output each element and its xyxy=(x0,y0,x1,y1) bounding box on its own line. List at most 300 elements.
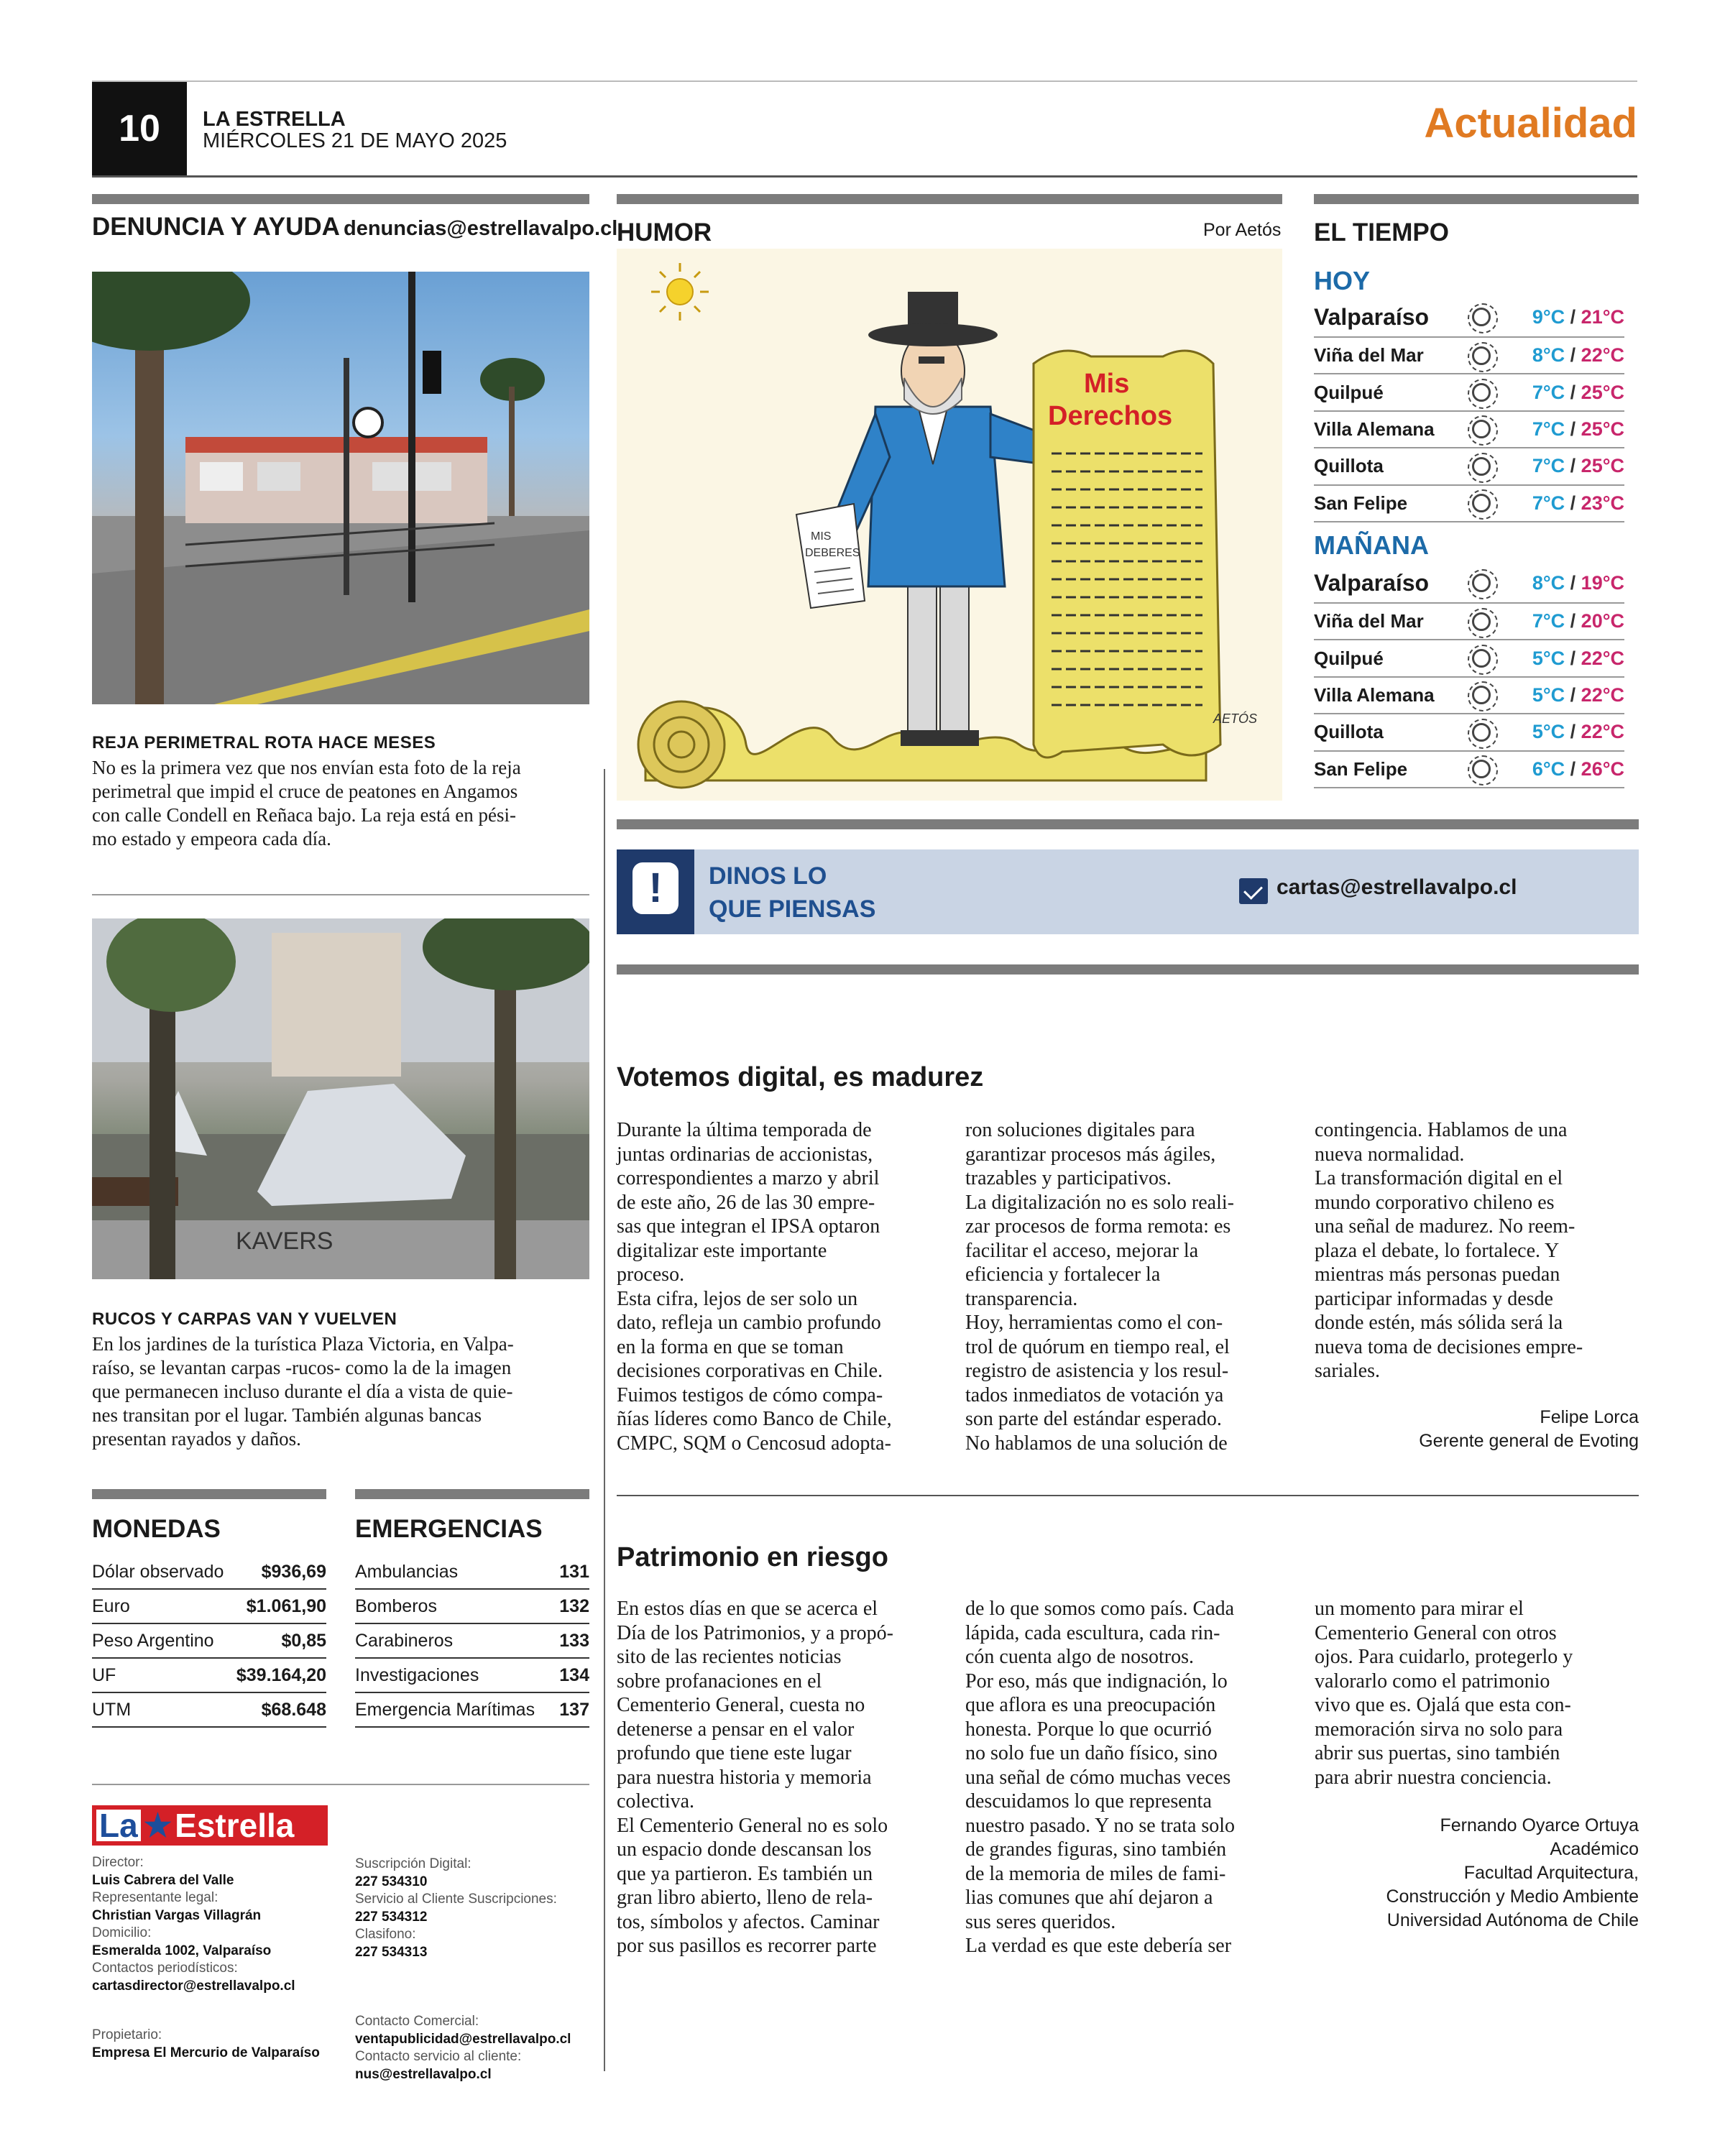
caption2-line: que permanecen incluso durante el día a vista de quie- xyxy=(92,1381,513,1402)
weather-city: San Felipe xyxy=(1314,492,1408,514)
sun-icon xyxy=(1472,612,1491,631)
staff-email[interactable]: nus@estrellavalpo.cl xyxy=(355,2066,492,2082)
sun-icon xyxy=(1472,494,1491,512)
letter-line: Hoy, herramientas como el con- xyxy=(965,1312,1223,1334)
letter-line: detenerse a pensar en el valor xyxy=(617,1718,855,1741)
letter-line: registro de asistencia y los resul- xyxy=(965,1360,1229,1382)
emergencia-row xyxy=(355,1624,589,1659)
denuncia-email[interactable]: denuncias@estrellavalpo.cl xyxy=(344,217,618,240)
letter-line: de grandes figuras, sino también xyxy=(965,1838,1227,1861)
staff-email[interactable]: cartasdirector@estrellavalpo.cl xyxy=(92,1978,295,1994)
emergencia-row xyxy=(355,1659,589,1693)
letter-line: en la forma en que se toman xyxy=(617,1335,844,1358)
letter-line: trazables y participativos. xyxy=(965,1167,1172,1189)
letter-line: participar informadas y desde xyxy=(1315,1287,1553,1310)
temp-separator: / xyxy=(1565,647,1581,669)
staff-label: Suscripción Digital: xyxy=(355,1856,472,1871)
emergencias-table xyxy=(355,1555,589,1728)
letter2-column3 xyxy=(1315,1597,1638,1789)
emergencia-number: 132 xyxy=(559,1595,589,1616)
sun-icon xyxy=(1472,346,1491,365)
letter-line: La digitalización no es solo reali- xyxy=(965,1191,1234,1214)
caption1-line: No es la primera vez que nos envían esta foto de la reja xyxy=(92,757,521,778)
letter-line: dato, refleja un cambio profundo xyxy=(617,1312,881,1334)
logo-estrella: Estrella xyxy=(175,1807,295,1844)
scroll-title-mis: Mis xyxy=(1084,369,1130,399)
staff-label: Clasifono: xyxy=(355,1927,416,1942)
emergencias-bar xyxy=(355,1489,589,1499)
temp-min: 7°C xyxy=(1532,492,1565,514)
temp-max: 26°C xyxy=(1581,757,1624,780)
letter2-signature xyxy=(1386,1814,1639,1932)
weather-today-label: HOY xyxy=(1314,266,1371,295)
letter-line: de la memoria de miles de fami- xyxy=(965,1862,1226,1885)
header-rule xyxy=(92,175,1637,178)
letter-line: eficiencia y fortalecer la xyxy=(965,1263,1161,1286)
sun-drawing xyxy=(667,279,693,305)
letter-line: valorarlo como el patrimonio xyxy=(1315,1669,1550,1692)
temp-max: 22°C xyxy=(1581,647,1624,669)
emergencia-label: Carabineros xyxy=(355,1630,454,1651)
weather-city: Quillota xyxy=(1314,455,1384,477)
letter-line: nueva normalidad. xyxy=(1315,1143,1465,1166)
emergencia-label: Investigaciones xyxy=(355,1664,479,1685)
letter-line: facilitar el acceso, mejorar la xyxy=(965,1239,1199,1262)
letter-line: La verdad es que este debería ser xyxy=(965,1935,1232,1957)
letter-line: mundo corporativo chileno es xyxy=(1315,1191,1555,1214)
letter-line: descuidamos lo que representa xyxy=(965,1790,1212,1812)
moneda-label: Dólar observado xyxy=(92,1561,224,1582)
photo-broken-fence xyxy=(92,272,589,704)
letter1-title: Votemos digital, es madurez xyxy=(617,1062,984,1092)
mail-icon xyxy=(1239,878,1268,904)
letter2-column2 xyxy=(965,1597,1289,1958)
staff-value: 227 534310 xyxy=(355,1874,428,1889)
temp-min: 5°C xyxy=(1532,683,1565,706)
sun-icon xyxy=(1472,573,1491,592)
letter-line: una señal de madurez. No reem- xyxy=(1315,1215,1576,1238)
staff-value: 227 534313 xyxy=(355,1944,428,1960)
temp-separator: / xyxy=(1565,344,1581,367)
letter-line: para abrir nuestra conciencia. xyxy=(1315,1766,1552,1789)
weather-icon-cell xyxy=(1456,420,1506,438)
letter-line: La transformación digital en el xyxy=(1315,1167,1563,1189)
temp-min: 6°C xyxy=(1532,757,1565,780)
photo-tents-plaza xyxy=(92,918,589,1279)
temp-max: 21°C xyxy=(1581,305,1624,328)
emergencia-number: 131 xyxy=(559,1561,589,1582)
letter2-author-role: Académico xyxy=(1550,1839,1639,1859)
sun-icon xyxy=(1472,457,1491,476)
temp-max: 25°C xyxy=(1581,455,1624,477)
humor-title: HUMOR xyxy=(617,218,712,247)
sun-icon xyxy=(1472,420,1491,438)
temp-min: 8°C xyxy=(1532,344,1565,367)
caption2-line: En los jardines de la turística Plaza Victoria, en Valpa- xyxy=(92,1333,514,1355)
weather-icon-cell xyxy=(1456,494,1506,512)
weather-temps xyxy=(1506,455,1624,477)
moneda-label: Euro xyxy=(92,1595,130,1616)
left-divider xyxy=(92,894,589,895)
weather-temps xyxy=(1506,684,1624,706)
weather-city: Valparaíso xyxy=(1314,569,1430,596)
letter-line: honesta. Porque lo que ocurrió xyxy=(965,1718,1212,1741)
weather-bar xyxy=(1314,194,1639,204)
weather-icon-cell xyxy=(1456,383,1506,402)
temp-max: 19°C xyxy=(1581,571,1624,594)
letter2-author-faculty: Facultad Arquitectura, xyxy=(1463,1863,1639,1883)
letter-line: sobre profanaciones en el xyxy=(617,1669,822,1692)
weather-row xyxy=(1314,752,1624,788)
letter-line: decisiones corporativas en Chile. xyxy=(617,1360,883,1382)
moneda-label: Peso Argentino xyxy=(92,1630,214,1651)
emergencia-label: Ambulancias xyxy=(355,1561,459,1582)
weather-icon-cell xyxy=(1456,760,1506,778)
weather-row xyxy=(1314,678,1624,714)
letter-line: contingencia. Hablamos de una xyxy=(1315,1119,1568,1141)
staff-divider xyxy=(92,1784,589,1785)
letter1-column2 xyxy=(965,1118,1289,1455)
star-icon: ★ xyxy=(143,1807,172,1843)
temp-max: 25°C xyxy=(1581,381,1624,403)
dinos-heading xyxy=(709,860,924,926)
weather-city: Quillota xyxy=(1314,721,1384,743)
temp-separator: / xyxy=(1565,571,1581,594)
sun-icon xyxy=(1472,649,1491,668)
weather-city: Valparaíso xyxy=(1314,303,1430,330)
sun-icon xyxy=(1472,760,1491,778)
weather-row xyxy=(1314,298,1624,338)
temp-max: 22°C xyxy=(1581,344,1624,367)
temp-max: 23°C xyxy=(1581,492,1624,514)
caption2-line: presentan rayados y daños. xyxy=(92,1428,301,1450)
letter-line: digitalizar este importante xyxy=(617,1239,827,1262)
moneda-value: $68.648 xyxy=(261,1699,326,1720)
letter-line: transparencia. xyxy=(965,1287,1078,1310)
letter-line: Fuimos testigos de cómo compa- xyxy=(617,1383,883,1406)
humor-cartoon xyxy=(617,249,1282,801)
letter-line: por sus pasillos es recorrer parte xyxy=(617,1935,877,1957)
temp-min: 7°C xyxy=(1532,381,1565,403)
letter2-title: Patrimonio en riesgo xyxy=(617,1542,888,1572)
letter-line: ron soluciones digitales para xyxy=(965,1119,1195,1141)
la-estrella-logo xyxy=(92,1805,328,1846)
staff-value: Luis Cabrera del Valle xyxy=(92,1872,234,1888)
dinos-bar-top xyxy=(617,819,1639,829)
letter2-author-dept: Construcción y Medio Ambiente xyxy=(1386,1886,1639,1907)
letter-line: Durante la última temporada de xyxy=(617,1119,872,1141)
cartas-email[interactable]: cartas@estrellavalpo.cl xyxy=(1276,875,1517,899)
staff-value: Christian Vargas Villagrán xyxy=(92,1907,262,1923)
letter-line: de este año, 26 de las 30 empre- xyxy=(617,1191,875,1214)
temp-separator: / xyxy=(1565,610,1581,632)
letter-line: no solo fue un daño físico, sino xyxy=(965,1742,1218,1764)
temp-min: 7°C xyxy=(1532,610,1565,632)
section-title: Actualidad xyxy=(1424,100,1637,147)
caption1-line: con calle Condell en Reñaca bajo. La reja está en pési- xyxy=(92,804,516,826)
temp-separator: / xyxy=(1565,683,1581,706)
staff-label: Director: xyxy=(92,1855,144,1870)
moneda-value: $1.061,90 xyxy=(246,1595,326,1616)
letter-line: ojos. Para cuidarlo, protegerlo y xyxy=(1315,1646,1573,1668)
staff-spacer xyxy=(355,1961,592,2013)
sun-icon xyxy=(1472,686,1491,704)
weather-temps xyxy=(1506,382,1624,404)
dinos-line2: QUE PIENSAS xyxy=(709,895,876,923)
weather-row xyxy=(1314,448,1624,485)
temp-max: 20°C xyxy=(1581,610,1624,632)
weather-row xyxy=(1314,640,1624,677)
scroll-title-derechos: Derechos xyxy=(1048,401,1173,431)
temp-min: 5°C xyxy=(1532,647,1565,669)
moneda-label: UTM xyxy=(92,1699,132,1720)
letter-line: son parte del estándar esperado. xyxy=(965,1408,1222,1430)
staff-label: Domicilio: xyxy=(92,1925,152,1940)
weather-today-table xyxy=(1314,298,1624,522)
paper-text-deberes: DEBERES xyxy=(805,547,860,559)
letter-line: de lo que somos como país. Cada xyxy=(965,1598,1235,1620)
caption1-headline: REJA PERIMETRAL ROTA HACE MESES xyxy=(92,733,436,752)
letter2-author: Fernando Oyarce Ortuya xyxy=(1440,1815,1639,1835)
temp-min: 7°C xyxy=(1532,455,1565,477)
letter1-column1 xyxy=(617,1118,940,1455)
weather-title: EL TIEMPO xyxy=(1314,218,1449,247)
weather-icon-cell xyxy=(1456,573,1506,592)
weather-icon-cell xyxy=(1456,346,1506,365)
letter-line: sus seres queridos. xyxy=(965,1910,1116,1933)
weather-temps xyxy=(1506,758,1624,780)
humor-credit: Por Aetós xyxy=(1203,220,1282,240)
weather-icon-cell xyxy=(1456,723,1506,742)
staff-email[interactable]: ventapublicidad@estrellavalpo.cl xyxy=(355,2031,571,2047)
weather-temps xyxy=(1506,344,1624,367)
exclamation-icon xyxy=(617,849,694,934)
weather-temps xyxy=(1506,492,1624,515)
letter-line: que aflora es una preocupación xyxy=(965,1694,1216,1716)
letter-line: CMPC, SQM o Cencosud adopta- xyxy=(617,1432,891,1455)
weather-row xyxy=(1314,412,1624,448)
weather-row xyxy=(1314,486,1624,522)
letter1-signature xyxy=(1419,1406,1639,1453)
monedas-title: MONEDAS xyxy=(92,1515,221,1543)
letter-line: profundo que tiene este lugar xyxy=(617,1742,852,1764)
staff-value: Esmeralda 1002, Valparaíso xyxy=(92,1943,272,1958)
weather-row xyxy=(1314,338,1624,374)
temp-min: 8°C xyxy=(1532,571,1565,594)
letter-line: sito de las recientes noticias xyxy=(617,1646,842,1668)
letter-line: proceso. xyxy=(617,1263,685,1286)
sun-icon xyxy=(1472,383,1491,402)
temp-min: 9°C xyxy=(1532,305,1565,328)
moneda-label: UF xyxy=(92,1664,116,1685)
emergencia-label: Bomberos xyxy=(355,1595,437,1616)
weather-city: Villa Alemana xyxy=(1314,683,1435,706)
moneda-row xyxy=(92,1624,326,1659)
staff-label: Contacto servicio al cliente: xyxy=(355,2049,522,2064)
speech-bubble-icon xyxy=(632,862,678,914)
weather-row xyxy=(1314,563,1624,604)
letter-line: Día de los Patrimonios, y a propó- xyxy=(617,1621,893,1644)
caption2-line: raíso, se levantan carpas -rucos- como la de la imagen xyxy=(92,1357,512,1378)
letter-line: Por eso, más que indignación, lo xyxy=(965,1669,1228,1692)
letter-line: Esta cifra, lejos de ser solo un xyxy=(617,1287,858,1310)
emergencia-row xyxy=(355,1693,589,1728)
publication-name: LA ESTRELLA xyxy=(203,108,346,131)
letter-line: nuestro pasado. Y no se trata solo xyxy=(965,1814,1236,1837)
sun-icon xyxy=(1472,308,1491,326)
weather-temps xyxy=(1506,572,1624,594)
emergencia-row xyxy=(355,1555,589,1590)
letter-line: tados inmediatos de votación ya xyxy=(965,1383,1224,1406)
letter-line: sas que integran el IPSA optaron xyxy=(617,1215,880,1238)
letter-line: Cementerio General, cuesta no xyxy=(617,1694,865,1716)
weather-icon-cell xyxy=(1456,649,1506,668)
letter-line: cón cuenta algo de nosotros. xyxy=(965,1646,1195,1668)
letter-line: garantizar procesos más ágiles, xyxy=(965,1143,1216,1166)
dinos-bar-bottom xyxy=(617,964,1639,975)
letter-line: un espacio donde descansan los xyxy=(617,1838,872,1861)
staff-label: Servicio al Cliente Suscripciones: xyxy=(355,1892,557,1907)
denuncia-bar xyxy=(92,194,589,204)
sun-icon xyxy=(1472,723,1491,742)
moneda-row xyxy=(92,1555,326,1590)
weather-icon-cell xyxy=(1456,686,1506,704)
letter-line: juntas ordinarias de accionistas, xyxy=(617,1143,873,1166)
caption2-headline: RUCOS Y CARPAS VAN Y VUELVEN xyxy=(92,1309,397,1329)
letter-line: tos, símbolos y afectos. Caminar xyxy=(617,1910,880,1933)
weather-temps xyxy=(1506,418,1624,441)
temp-separator: / xyxy=(1565,305,1581,328)
caption1-line: perimetral que impid el cruce de peatones en Angamos xyxy=(92,780,518,802)
moneda-row xyxy=(92,1659,326,1693)
weather-icon-cell xyxy=(1456,457,1506,476)
letter-line: Cementerio General con otros xyxy=(1315,1621,1557,1644)
svg-text:KAVERS: KAVERS xyxy=(236,1227,334,1255)
staff-label: Propietario: xyxy=(92,2027,162,2042)
temp-separator: / xyxy=(1565,381,1581,403)
staff-left xyxy=(92,1854,351,2062)
staff-label: Contacto Comercial: xyxy=(355,2014,479,2029)
caption2-body xyxy=(92,1332,595,1451)
monedas-table xyxy=(92,1555,326,1728)
letter-line: zar procesos de forma remota: es xyxy=(965,1215,1231,1238)
letter-line: No hablamos de una solución de xyxy=(965,1432,1228,1455)
letter-line: ñías líderes como Banco de Chile, xyxy=(617,1408,892,1430)
temp-min: 7°C xyxy=(1532,418,1565,440)
publication-date: MIÉRCOLES 21 DE MAYO 2025 xyxy=(203,129,507,152)
top-rule xyxy=(92,80,1637,82)
emergencia-number: 133 xyxy=(559,1630,589,1651)
weather-city: Villa Alemana xyxy=(1314,418,1435,440)
temp-separator: / xyxy=(1565,757,1581,780)
temp-max: 22°C xyxy=(1581,721,1624,743)
letter-line: mientras más personas puedan xyxy=(1315,1263,1560,1286)
letter1-author: Felipe Lorca xyxy=(1540,1407,1639,1427)
letter-line: trol de quórum en tiempo real, el xyxy=(965,1335,1230,1358)
letter-line: gran libro abierto, lleno de rela- xyxy=(617,1886,873,1909)
letter-line: colectiva. xyxy=(617,1790,695,1812)
staff-value: Empresa El Mercurio de Valparaíso xyxy=(92,2045,320,2060)
weather-temps xyxy=(1506,721,1624,743)
denuncia-title: DENUNCIA Y AYUDA xyxy=(92,213,340,241)
emergencia-number: 134 xyxy=(559,1664,589,1685)
letter-line: donde estén, más sólida será la xyxy=(1315,1312,1563,1334)
letter-line: vivo que es. Ojalá que esta con- xyxy=(1315,1694,1571,1716)
weather-row xyxy=(1314,374,1624,411)
letter-line: para nuestra historia y memoria xyxy=(617,1766,872,1789)
letter-line: que ya partieron. Es también un xyxy=(617,1862,873,1885)
letter-line: correspondientes a marzo y abril xyxy=(617,1167,880,1189)
letter2-author-university: Universidad Autónoma de Chile xyxy=(1386,1910,1639,1930)
column-divider xyxy=(604,769,605,2071)
weather-city: Quilpué xyxy=(1314,381,1384,403)
weather-tomorrow-label: MAÑANA xyxy=(1314,530,1429,560)
temp-max: 22°C xyxy=(1581,683,1624,706)
moneda-value: $0,85 xyxy=(281,1630,326,1651)
weather-icon-cell xyxy=(1456,308,1506,326)
caption1-line: mo estado y empeora cada día. xyxy=(92,828,331,849)
weather-icon-cell xyxy=(1456,612,1506,631)
weather-city: Viña del Mar xyxy=(1314,610,1424,632)
letter-line: plaza el debate, lo fortalece. Y xyxy=(1315,1239,1560,1262)
weather-temps xyxy=(1506,610,1624,632)
staff-right xyxy=(355,1856,592,2083)
weather-city: Viña del Mar xyxy=(1314,344,1424,367)
letter-line: una señal de cómo muchas veces xyxy=(965,1766,1231,1789)
staff-label: Contactos periodísticos: xyxy=(92,1961,238,1976)
letter2-column1 xyxy=(617,1597,940,1958)
weather-row xyxy=(1314,604,1624,640)
letter-line: nueva toma de decisiones empre- xyxy=(1315,1335,1583,1358)
emergencias-title: EMERGENCIAS xyxy=(355,1515,543,1543)
temp-separator: / xyxy=(1565,492,1581,514)
moneda-row xyxy=(92,1590,326,1624)
temp-separator: / xyxy=(1565,418,1581,440)
temp-separator: / xyxy=(1565,455,1581,477)
letter-line: sariales. xyxy=(1315,1360,1380,1382)
paper-text-mis: MIS xyxy=(811,530,832,543)
letters-divider xyxy=(617,1495,1639,1496)
weather-temps xyxy=(1506,648,1624,670)
letter-line: lápida, cada escultura, cada rin- xyxy=(965,1621,1220,1644)
letter-line: un momento para mirar el xyxy=(1315,1598,1524,1620)
staff-value: 227 534312 xyxy=(355,1909,428,1925)
letter-line: memoración sirva no solo para xyxy=(1315,1718,1563,1741)
cartoon-signature: AETÓS xyxy=(1213,711,1258,726)
temp-min: 5°C xyxy=(1532,721,1565,743)
emergencia-row xyxy=(355,1590,589,1624)
letter-line: lias comunes que ahí dejaron a xyxy=(965,1886,1213,1909)
moneda-value: $936,69 xyxy=(261,1561,326,1582)
moneda-row xyxy=(92,1693,326,1728)
weather-tomorrow-table xyxy=(1314,563,1624,788)
monedas-bar xyxy=(92,1489,326,1499)
humor-bar xyxy=(617,194,1282,204)
weather-row xyxy=(1314,714,1624,751)
caption1-body xyxy=(92,756,595,851)
letter-line: En estos días en que se acerca el xyxy=(617,1598,878,1620)
caption2-line: nes transitan por el lugar. También algunas bancas xyxy=(92,1404,482,1426)
temp-separator: / xyxy=(1565,721,1581,743)
logo-la: La xyxy=(96,1810,141,1841)
letter1-column3 xyxy=(1315,1118,1638,1383)
weather-city: San Felipe xyxy=(1314,757,1408,780)
staff-spacer xyxy=(92,1995,351,2027)
moneda-value: $39.164,20 xyxy=(236,1664,326,1685)
letter-line: abrir sus puertas, sino también xyxy=(1315,1742,1560,1764)
letter1-author-role: Gerente general de Evoting xyxy=(1419,1431,1639,1451)
emergencia-number: 137 xyxy=(559,1699,589,1720)
